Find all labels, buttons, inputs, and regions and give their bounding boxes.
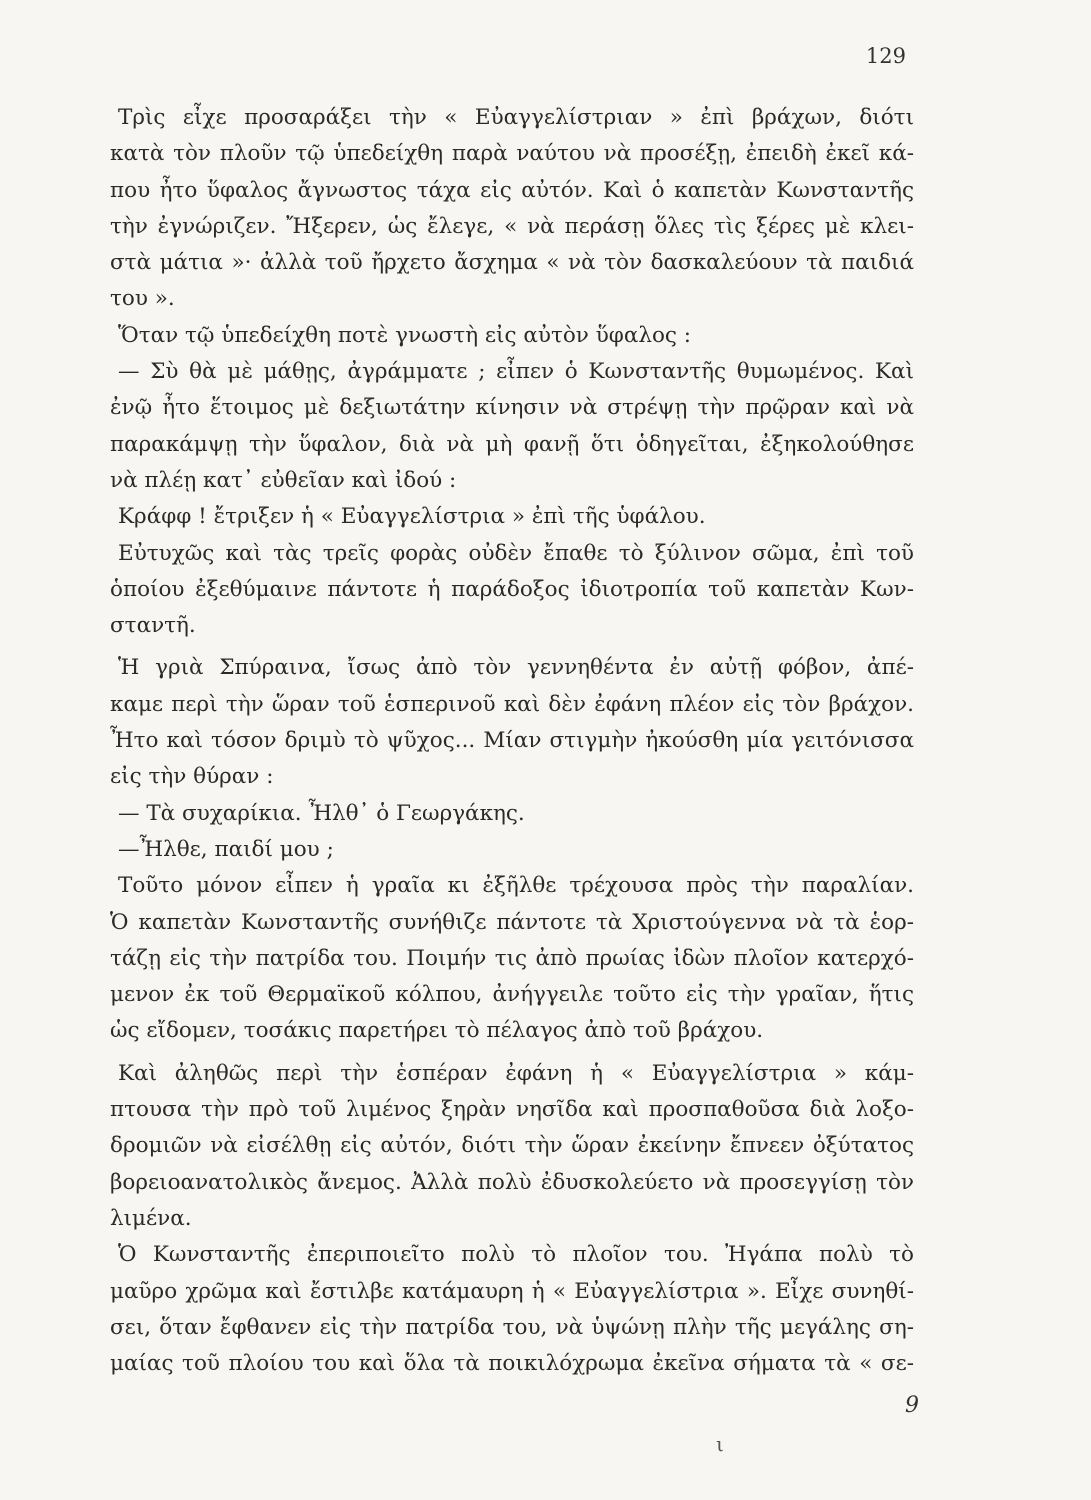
text-line: Κράφφ ! ἔτριξεν ἡ « Εὐαγγελίστρια » ἐπὶ τῆς ὑφάλου. [118, 504, 706, 530]
page-number: 129 [865, 44, 906, 68]
text-line: Τρὶς εἶχε προσαράξει τὴν « Εὐαγγελίστριαν » ἐπὶ βράχων, διότι [118, 105, 914, 130]
text-line: Εὐτυχῶς καὶ τὰς τρεῖς φορὰς οὐδὲν ἔπαθε τὸ ξύλινον σῶμα, ἐπὶ τοῦ [118, 540, 914, 566]
text-line: εἰς τὴν θύραν : [110, 764, 274, 790]
signature-mark: 9 [905, 1393, 919, 1418]
text-line: — Τὰ συχαρίκια. Ἦλθ᾿ ὁ Γεωργάκης. [118, 800, 525, 826]
text-line: μαῦρο χρῶμα καὶ ἔστιλβε κατάμαυρη ἡ « Εὐαγγελίστρια ». Εἶχε συνηθί- [110, 1278, 914, 1304]
text-line: μενον ἐκ τοῦ Θερμαϊκοῦ κόλπου, ἀνήγγειλε τοῦτο εἰς τὴν γραῖαν, ἥτις [110, 982, 914, 1008]
body-text [110, 100, 914, 1382]
text-line: νὰ πλέῃ κατ᾿ εὐθεῖαν καὶ ἰδού : [110, 467, 457, 493]
text-line: δρομιῶν νὰ εἰσέλθῃ εἰς αὐτόν, διότι τὴν ὥραν ἐκείνην ἔπνεεν ὀξύτατος [110, 1133, 914, 1159]
text-line: κατὰ τὸν πλοῦν τῷ ὑπεδείχθη παρὰ ναύτου νὰ προσέξῃ, ἐπειδὴ ἐκεῖ κά- [110, 141, 914, 167]
text-line: σταντῆ. [110, 613, 196, 639]
text-line: που ἦτο ὕφαλος ἄγνωστος τάχα εἰς αὐτόν. Καὶ ὁ καπετὰν Κωνσταντῆς [110, 177, 914, 203]
text-line: ὡς εἴδομεν, τοσάκις παρετήρει τὸ πέλαγος ἀπὸ τοῦ βράχου. [110, 1018, 764, 1044]
text-line: στὰ μάτια »· ἀλλὰ τοῦ ἤρχετο ἄσχημα « νὰ τὸν δασκαλεύουν τὰ παιδιά [110, 250, 914, 276]
text-line: λιμένα. [110, 1205, 192, 1231]
text-line: πτουσα τὴν πρὸ τοῦ λιμένος ξηρὰν νησῖδα καὶ προσπαθοῦσα διὰ λοξο- [110, 1097, 914, 1123]
text-line: Ὅταν τῷ ὑπεδείχθη ποτὲ γνωστὴ εἰς αὐτὸν ὕφαλος : [118, 322, 692, 348]
text-line: καμε περὶ τὴν ὥραν τοῦ ἑσπερινοῦ καὶ δὲν ἐφάνη πλέον εἰς τὸν βράχον. [110, 691, 914, 717]
text-line: σει, ὅταν ἔφθανεν εἰς τὴν πατρίδα του, νὰ ὑψώνῃ πλὴν τῆς μεγάλης ση- [110, 1314, 914, 1340]
text-line: βορειοανατολικὸς ἄνεμος. Ἀλλὰ πολὺ ἐδυσκολεύετο νὰ προσεγγίσῃ τὸν [110, 1169, 914, 1195]
text-line: Ἡ γριὰ Σπύραινα, ἴσως ἀπὸ τὸν γεννηθέντα ἐν αὐτῇ φόβον, ἀπέ- [118, 655, 914, 681]
text-line: του ». [110, 286, 175, 312]
text-line: Ἦτο καὶ τόσον δριμὺ τὸ ψῦχος... Μίαν στιγμὴν ἠκούσθη μία γειτόνισσα [110, 728, 914, 754]
text-line: ὁποίου ἐξεθύμαινε πάντοτε ἡ παράδοξος ἰδιοτροπία τοῦ καπετὰν Κων- [110, 576, 914, 602]
text-line: Ὁ καπετὰν Κωνσταντῆς συνήθιζε πάντοτε τὰ Χριστούγεννα νὰ τὰ ἑορ- [110, 909, 914, 935]
text-line: μαίας τοῦ πλοίου του καὶ ὅλα τὰ ποικιλόχρωμα ἐκεῖνα σήματα τὰ « σε- [110, 1351, 914, 1377]
text-line: — Σὺ θὰ μὲ μάθῃς, ἀγράμματε ; εἶπεν ὁ Κωνσταντῆς θυμωμένος. Καὶ [118, 359, 914, 385]
text-line: τὴν ἐγνώριζεν. Ἤξερεν, ὡς ἔλεγε, « νὰ περάσῃ ὅλες τὶς ξέρες μὲ κλει- [110, 213, 914, 239]
stray-mark: ι [716, 1432, 724, 1456]
text-line: τάζῃ εἰς τὴν πατρίδα του. Ποιμήν τις ἀπὸ πρωίας ἰδὼν πλοῖον κατερχό- [110, 945, 914, 971]
text-line: παρακάμψῃ τὴν ὕφαλον, διὰ νὰ μὴ φανῇ ὅτι ὁδηγεῖται, ἐξηκολούθησε [110, 431, 914, 457]
text-line: Καὶ ἀληθῶς περὶ τὴν ἑσπέραν ἐφάνη ἡ « Εὐαγγελίστρια » κάμ- [118, 1060, 914, 1086]
text-line: Ὁ Κωνσταντῆς ἐπεριποιεῖτο πολὺ τὸ πλοῖον του. Ἠγάπα πολὺ τὸ [118, 1242, 914, 1268]
text-line: —Ἦλθε, παιδί μου ; [118, 836, 334, 862]
text-line: ἐνῷ ἦτο ἕτοιμος μὲ δεξιωτάτην κίνησιν νὰ στρέψῃ τὴν πρῷραν καὶ νὰ [110, 395, 914, 421]
text-line: Τοῦτο μόνον εἶπεν ἡ γραῖα κι ἐξῆλθε τρέχουσα πρὸς τὴν παραλίαν. [118, 873, 914, 899]
